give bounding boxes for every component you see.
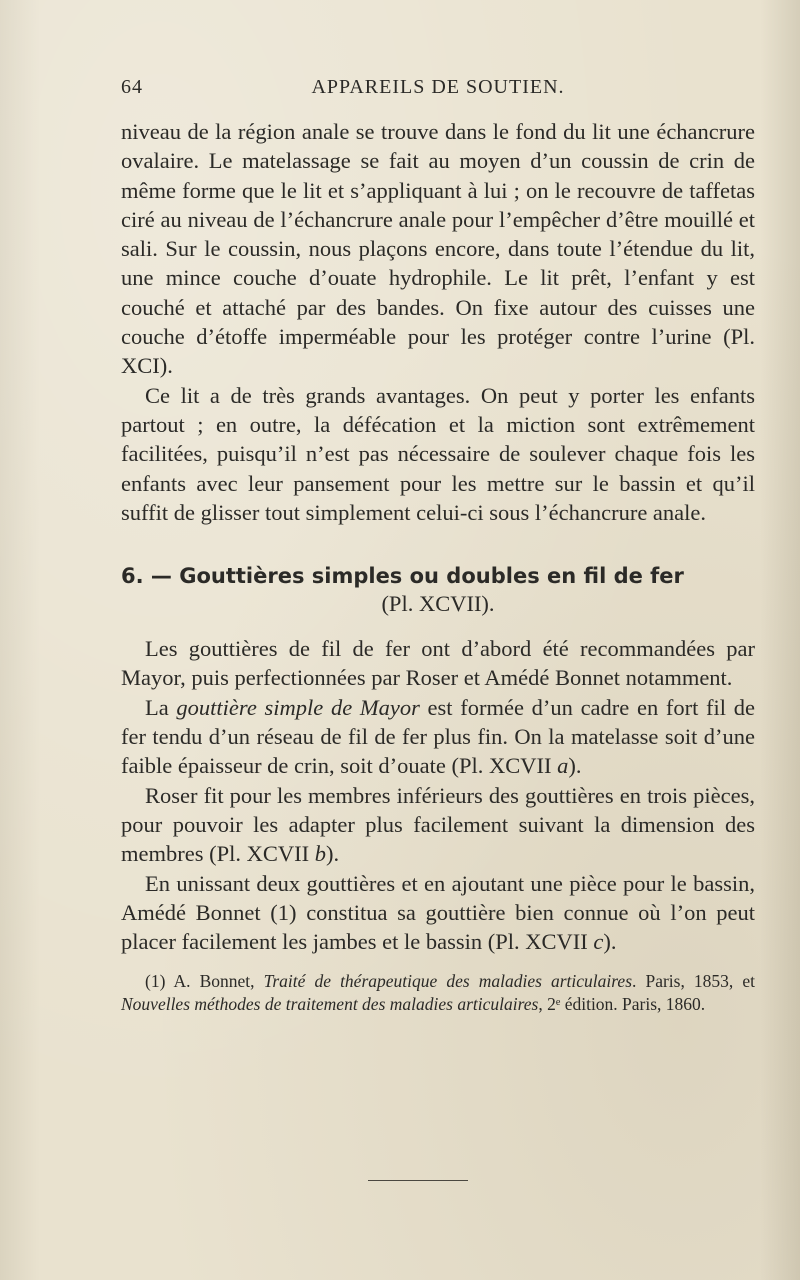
paragraph [121,693,755,781]
text-run: ). [325,841,340,867]
footnote-title: Traité de thérapeutique des maladies articulaires [263,971,633,992]
italic-term: gouttière simple de Mayor [176,694,420,720]
footnote-text: . Paris, 1853, et [632,971,755,992]
plate-letter: b [314,841,326,867]
section-plate-reference: (Pl. XCVII). [381,591,495,617]
plate-letter: a [557,753,569,779]
text-run: Roser fit pour les membres inférieurs des gouttières en trois pièces, pour pouvoir les adapter plus facilement suivant la dimension des membres (Pl. XCVII [121,782,755,867]
paragraph [121,781,755,869]
page-number: 64 [121,76,143,98]
text-run: ). [568,753,582,779]
text-run: En unissant deux gouttières et en ajoutant une pièce pour le bassin, Amédé Bonnet (1) constitua sa gouttière bien connue où l’on peut placer facilement les jambes et le bassin (Pl. XCVII [121,870,755,955]
paragraph [121,869,755,957]
body-text [121,117,755,1016]
paragraph: Ce lit a de très grands avantages. On peut y porter les enfants partout ; en outre, la défécation et la miction sont extrêmement facilitées, puisqu’il n’est pas nécessaire de soulever chaque fois les enfants avec leur pansement pour les mettre sur le bassin et qu’il suffit de glisser tout simplement celui-ci sous l’échancrure anale. [121,382,755,525]
section-heading: 6. — Gouttières simples ou doubles en fil de fer [121,564,684,589]
running-title: APPAREILS DE SOUTIEN. [311,76,565,98]
footnote-title: Nouvelles méthodes de traitement des maladies articulaires [121,994,539,1015]
text-run: est formée d’un cadre en fort fil de fer tendu d’un réseau de fil de fer plus fin. On la matelasse soit d’une faible épaisseur de crin, soit d’ouate (Pl. XCVII [121,694,755,779]
running-head [121,76,755,106]
paragraph-continued: niveau de la région anale se trouve dans le fond du lit une échancrure ovalaire. Le matelassage se fait au moyen d’un coussin de crin de même forme que le lit et s’appliquant à lui ; on le recouvre de taffetas ciré au niveau de l’échancrure anale pour l’empêcher d’être mouillé et sali. Sur le coussin, nous plaçons encore, dans toute l’étendue du lit, une mince couche d’ouate hydrophile. Le lit prêt, l’enfant y est couché et attaché par des bandes. On fixe autour des cuisses une couche d’étoffe imperméable pour les protéger contre l’urine (Pl. XCI). [121,119,755,379]
footnote [121,970,755,1016]
paragraph: Les gouttières de fil de fer ont d’abord été recommandées par Mayor, puis perfectionnées par Roser et Amédé Bonnet notamment. [121,636,755,691]
text-run: La [145,694,177,720]
text-run: ). [603,929,617,955]
bottom-rule [368,1180,468,1181]
footnote-text: (1) A. Bonnet, [145,971,264,992]
footnote-text: , 2ᵉ édition. Paris, 1860. [538,994,706,1015]
plate-letter: c [593,929,604,955]
